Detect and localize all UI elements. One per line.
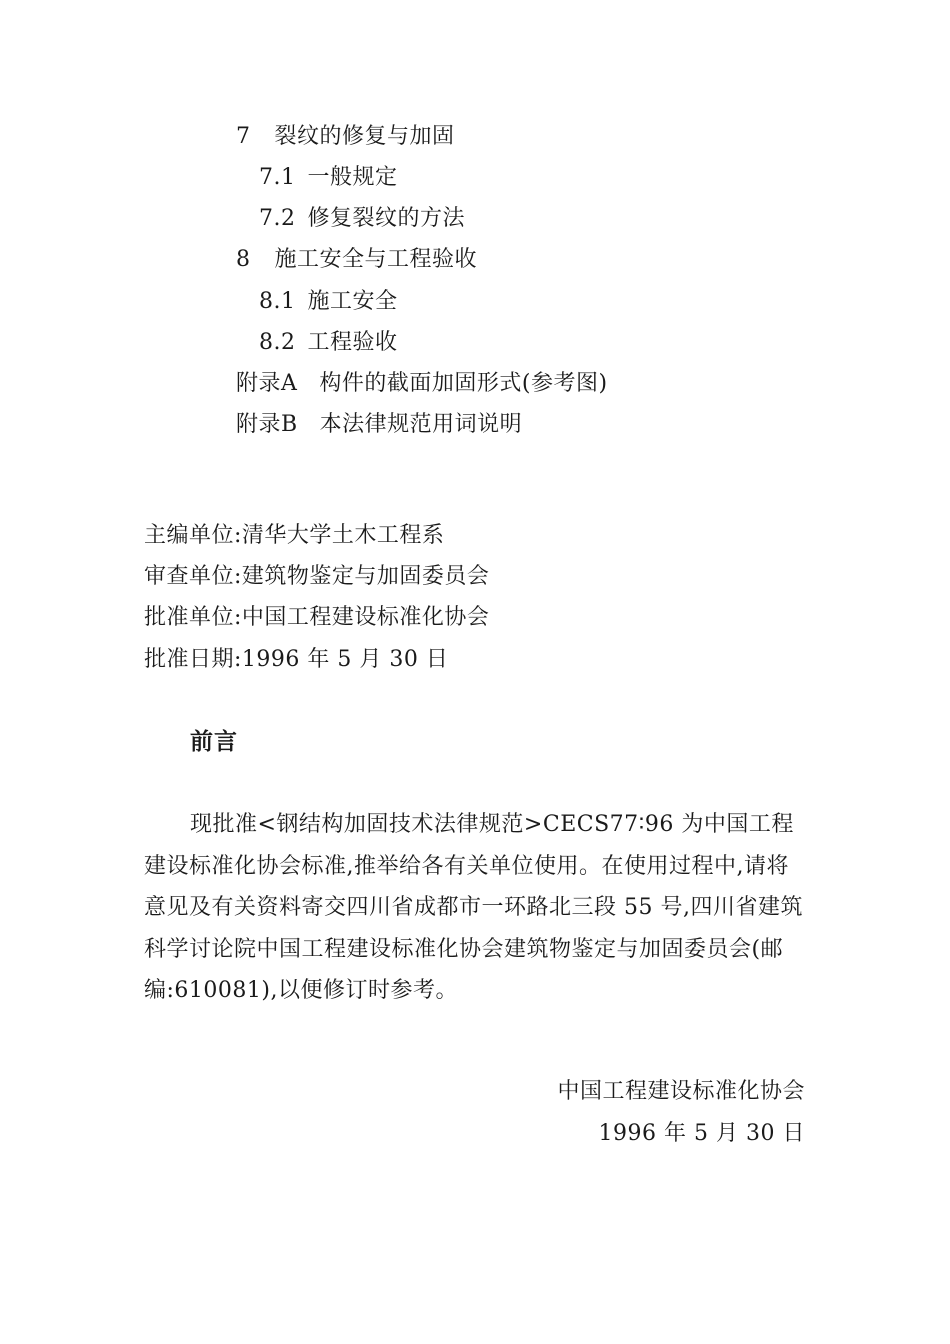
toc-entry-8-1 [259,288,398,316]
toc-entry-appendix-a [236,370,608,398]
toc-number: 8.1 [259,289,296,314]
toc-number: 8 [236,247,251,272]
preface-body: 现批准<钢结构加固技术法律规范>CECS77∶96 为中国工程建设标准化协会标准,推举给各有关单位使用。在使用过程中,请将意见及有关资料寄交四川省成都市一环路北三段 55 号,四川省建筑科学讨论院中国工程建设标准化协会建筑物鉴定与加固委员会(邮编:610081),以便修订时参考。 [144,812,803,1003]
approver-line: 批准单位:中国工程建设标准化协会 [144,605,490,630]
toc-title: 裂纹的修复与加固 [274,124,455,149]
toc-number: 7 [236,124,251,149]
toc-title: 工程验收 [307,330,398,355]
toc-number: 附录A [236,371,298,396]
toc-title: 施工安全与工程验收 [274,247,478,272]
toc-entry-7 [236,123,455,151]
reviewer-line: 审查单位:建筑物鉴定与加固委员会 [144,564,490,589]
toc-title: 构件的截面加固形式(参考图) [319,371,608,396]
toc-title: 本法律规范用词说明 [319,412,523,437]
toc-number: 附录B [236,412,298,437]
toc-entry-8 [236,246,477,274]
toc-entry-7-1 [259,164,398,192]
toc-title: 修复裂纹的方法 [307,206,466,231]
toc-entry-8-2 [259,329,398,357]
preface-heading: 前言 [190,729,238,755]
toc-number: 8.2 [259,330,296,355]
toc-number: 7.2 [259,206,296,231]
toc-title: 一般规定 [307,165,398,190]
signature-date: 1996 年 5 月 30 日 [598,1121,805,1146]
toc-title: 施工安全 [307,289,398,314]
chief-editor-line: 主编单位:清华大学土木工程系 [144,523,445,548]
toc-entry-appendix-b [236,411,522,439]
toc-number: 7.1 [259,165,296,190]
signature-organization: 中国工程建设标准化协会 [557,1079,805,1104]
toc-entry-7-2 [259,205,465,233]
approval-date-line: 批准日期:1996 年 5 月 30 日 [144,647,449,672]
